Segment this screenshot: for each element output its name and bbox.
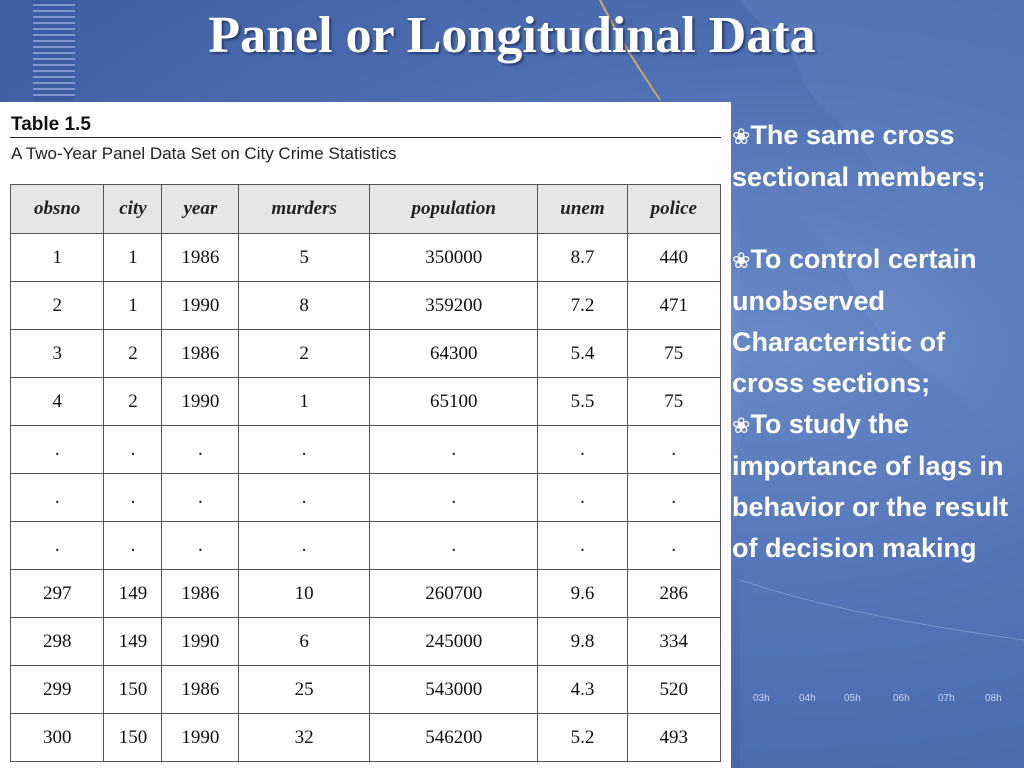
- column-header: obsno: [11, 185, 104, 234]
- table-cell: 150: [104, 666, 162, 714]
- table-cell: 75: [627, 378, 720, 426]
- table-cell: .: [104, 426, 162, 474]
- table-cell: 286: [627, 570, 720, 618]
- column-header: police: [627, 185, 720, 234]
- table-cell: .: [627, 522, 720, 570]
- table-cell: 299: [11, 666, 104, 714]
- bullet-list: [732, 115, 1022, 569]
- table-cell: 1: [239, 378, 370, 426]
- table-cell: 32: [239, 714, 370, 762]
- table-cell: 64300: [370, 330, 538, 378]
- table-row: [11, 474, 721, 522]
- table-cell: .: [627, 426, 720, 474]
- table-cell: 150: [104, 714, 162, 762]
- table-row: [11, 330, 721, 378]
- column-header: city: [104, 185, 162, 234]
- table-row: [11, 522, 721, 570]
- table-cell: 4.3: [538, 666, 627, 714]
- table-cell: 1986: [162, 330, 239, 378]
- page-title: Panel or Longitudinal Data: [208, 7, 816, 64]
- table-cell: 7.2: [538, 282, 627, 330]
- table-cell: .: [104, 474, 162, 522]
- table-header-row: [11, 185, 721, 234]
- table-caption: A Two-Year Panel Data Set on City Crime Statistics: [11, 144, 397, 163]
- table-row: [11, 618, 721, 666]
- table-cell: 5.2: [538, 714, 627, 762]
- map-time-label: 03h: [753, 693, 770, 704]
- flourish-bullet-icon: ❀: [732, 413, 751, 438]
- table-body: [11, 234, 721, 762]
- table-cell: 149: [104, 618, 162, 666]
- bullet-text: To control certain unobserved Characteristic of cross sections;: [732, 244, 977, 398]
- table-cell: 245000: [370, 618, 538, 666]
- table-cell: .: [538, 474, 627, 522]
- table-cell: 350000: [370, 234, 538, 282]
- table-cell: 2: [11, 282, 104, 330]
- table-cell: .: [162, 426, 239, 474]
- table-cell: 10: [239, 570, 370, 618]
- table-cell: 1990: [162, 282, 239, 330]
- table-row: [11, 378, 721, 426]
- flourish-bullet-icon: ❀: [732, 248, 751, 273]
- table-row: [11, 714, 721, 762]
- table-row: [11, 234, 721, 282]
- table-cell: .: [104, 522, 162, 570]
- map-time-label: 05h: [844, 693, 861, 704]
- table-cell: 1: [104, 282, 162, 330]
- bullet-text: The same cross sectional members;: [732, 120, 986, 192]
- table-cell: 75: [627, 330, 720, 378]
- column-header: unem: [538, 185, 627, 234]
- table-row: [11, 666, 721, 714]
- table-cell: 298: [11, 618, 104, 666]
- table-cell: 471: [627, 282, 720, 330]
- table-cell: 5: [239, 234, 370, 282]
- table-cell: .: [162, 474, 239, 522]
- table-cell: 359200: [370, 282, 538, 330]
- table-cell: .: [627, 474, 720, 522]
- table-cell: 25: [239, 666, 370, 714]
- table-cell: 2: [104, 378, 162, 426]
- table-cell: .: [162, 522, 239, 570]
- table-cell: .: [370, 522, 538, 570]
- table-cell: 1986: [162, 570, 239, 618]
- table-cell: 297: [11, 570, 104, 618]
- bullet-text: To study the importance of lags in behavior or the result of decision making: [732, 409, 1009, 563]
- bullet-item: [732, 115, 1022, 198]
- table-row: [11, 426, 721, 474]
- column-header: population: [370, 185, 538, 234]
- table-cell: .: [370, 426, 538, 474]
- table-cell: 260700: [370, 570, 538, 618]
- table-cell: .: [11, 522, 104, 570]
- table-cell: 1: [11, 234, 104, 282]
- table-label: Table 1.5: [11, 114, 91, 135]
- table-cell: 8: [239, 282, 370, 330]
- crime-statistics-table: [10, 184, 721, 762]
- table-cell: 3: [11, 330, 104, 378]
- table-cell: 65100: [370, 378, 538, 426]
- bullet-item: [732, 404, 1022, 569]
- map-time-label: 04h: [799, 693, 816, 704]
- table-cell: 546200: [370, 714, 538, 762]
- table-cell: .: [538, 426, 627, 474]
- table-cell: .: [370, 474, 538, 522]
- table-cell: 1990: [162, 378, 239, 426]
- table-cell: 543000: [370, 666, 538, 714]
- table-cell: .: [239, 522, 370, 570]
- table-cell: 5.5: [538, 378, 627, 426]
- table-cell: .: [11, 426, 104, 474]
- table-cell: 4: [11, 378, 104, 426]
- table-cell: 1986: [162, 666, 239, 714]
- table-cell: 1990: [162, 618, 239, 666]
- table-cell: 1: [104, 234, 162, 282]
- map-time-label: 07h: [938, 693, 955, 704]
- table-cell: 440: [627, 234, 720, 282]
- table-cell: .: [11, 474, 104, 522]
- table-cell: 9.8: [538, 618, 627, 666]
- table-cell: 6: [239, 618, 370, 666]
- map-time-label: 08h: [985, 693, 1002, 704]
- table-label-rule: [10, 137, 721, 138]
- table-cell: 520: [627, 666, 720, 714]
- table-cell: 8.7: [538, 234, 627, 282]
- table-cell: 9.6: [538, 570, 627, 618]
- table-cell: .: [239, 426, 370, 474]
- flourish-bullet-icon: ❀: [732, 124, 751, 149]
- table-cell: 5.4: [538, 330, 627, 378]
- table-cell: .: [239, 474, 370, 522]
- table-cell: 493: [627, 714, 720, 762]
- table-cell: 149: [104, 570, 162, 618]
- table-cell: 1986: [162, 234, 239, 282]
- column-header: murders: [239, 185, 370, 234]
- table-cell: 334: [627, 618, 720, 666]
- table-row: [11, 282, 721, 330]
- column-header: year: [162, 185, 239, 234]
- table-cell: 300: [11, 714, 104, 762]
- table-cell: .: [538, 522, 627, 570]
- map-time-label: 06h: [893, 693, 910, 704]
- table-row: [11, 570, 721, 618]
- table-cell: 2: [239, 330, 370, 378]
- bullet-item: [732, 239, 1022, 404]
- table-cell: 2: [104, 330, 162, 378]
- table-cell: 1990: [162, 714, 239, 762]
